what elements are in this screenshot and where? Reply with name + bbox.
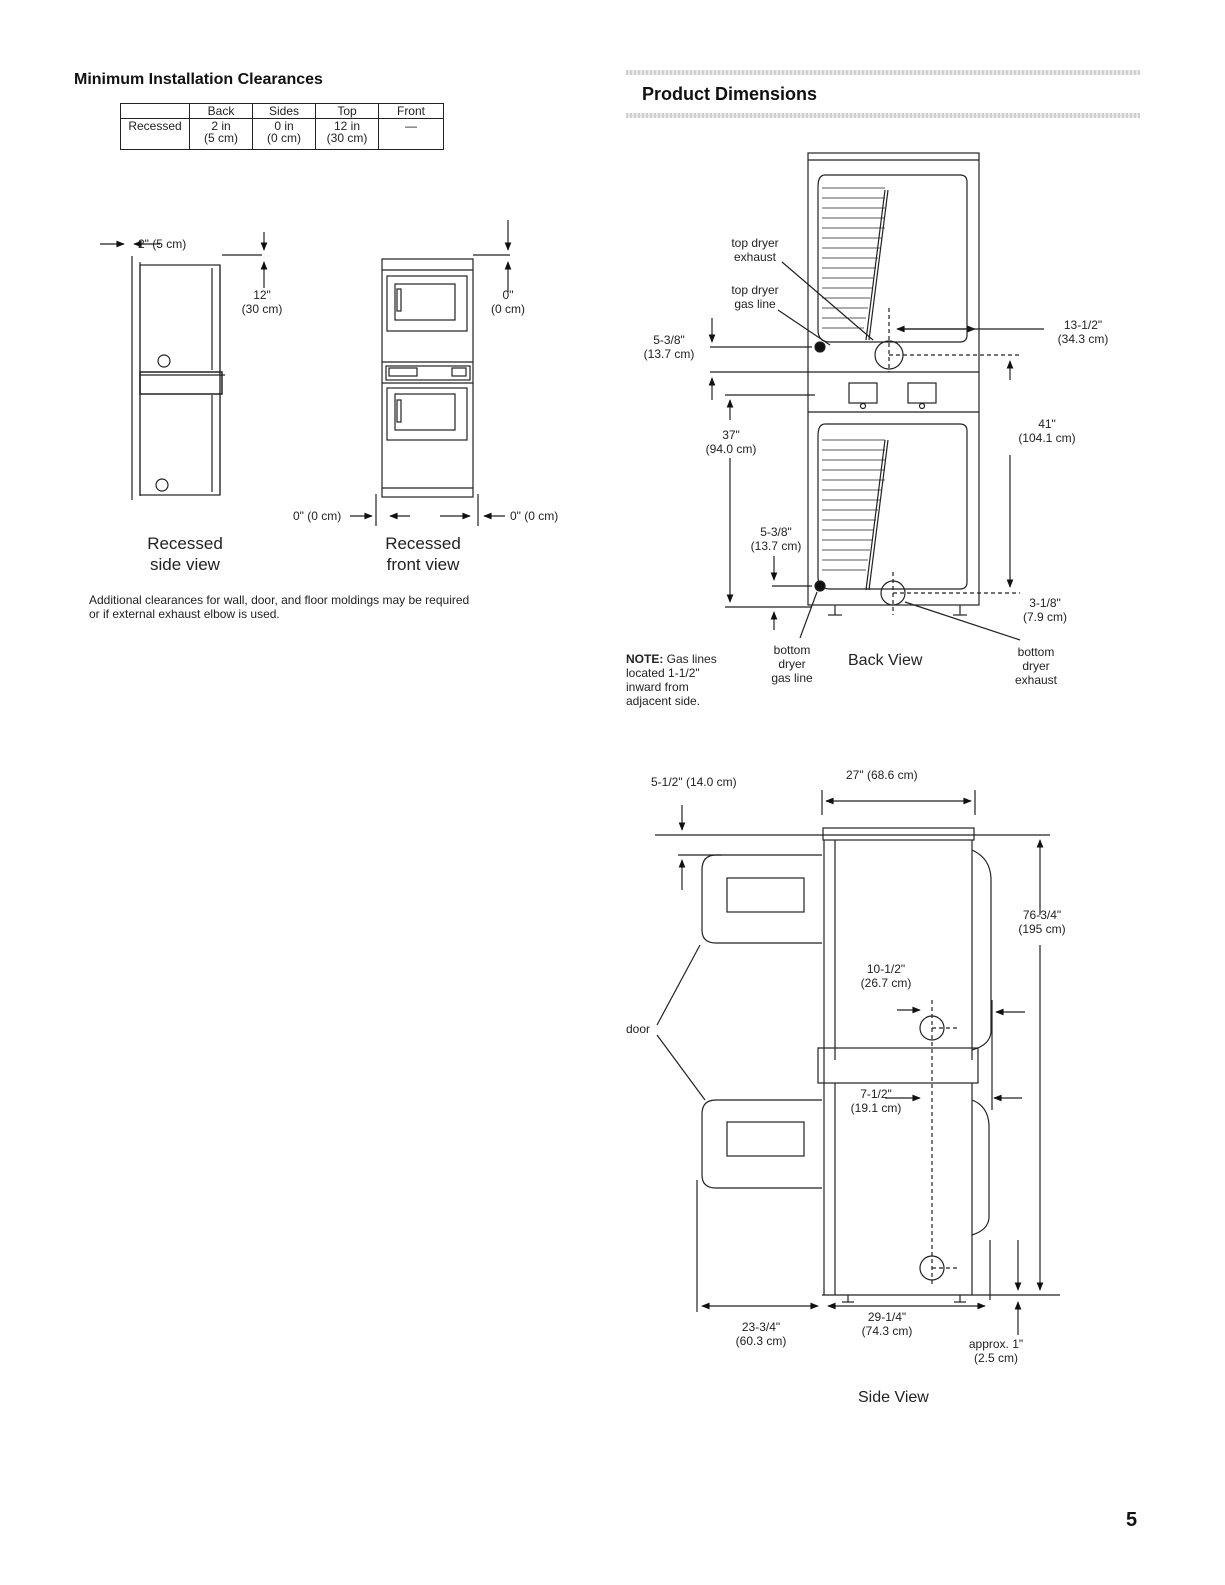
table-row-label: Recessed (121, 119, 190, 150)
top-dryer-exhaust-label: top dryer exhaust (731, 236, 779, 264)
back-bottom-offset-label: 5-3/8" (13.7 cm) (750, 525, 802, 553)
title-rule-top (626, 70, 1140, 75)
side-view-drawing (655, 790, 1060, 1335)
table-cell-top: 12 in (30 cm) (316, 119, 379, 150)
table-cell-front: — (379, 119, 444, 150)
table-header-front: Front (379, 104, 444, 119)
side-view-caption: Recessed side view (147, 534, 223, 574)
front-left-gap-label: 0" (0 cm) (293, 509, 342, 523)
side-view-caption: Side View (858, 1389, 929, 1406)
table-cell-sides: 0 in (0 cm) (253, 119, 316, 150)
door-label: door (626, 1022, 651, 1036)
front-view-caption: Recessed front view (385, 534, 461, 574)
back-view-drawing (710, 153, 1044, 640)
bottom-exhaust-label: 7-1/2" (19.1 cm) (850, 1087, 902, 1115)
back-gas-height-label: 37" (94.0 cm) (705, 428, 757, 456)
table-header-top: Top (316, 104, 379, 119)
depth-label: 29-1/4" (74.3 cm) (861, 1310, 913, 1338)
clearances-note: Additional clearances for wall, door, and floor moldings may be required or if external exhaust elbow is used. (89, 593, 470, 621)
front-top-gap-label: 0" (0 cm) (491, 288, 525, 316)
back-view-caption: Back View (848, 652, 923, 669)
table-header-back: Back (190, 104, 253, 119)
clearances-title: Minimum Installation Clearances (74, 71, 323, 88)
back-side-offset-label: 13-1/2" (34.3 cm) (1057, 318, 1109, 346)
front-right-gap-label: 0" (0 cm) (510, 509, 559, 523)
door-top-label: 5-1/2" (14.0 cm) (651, 775, 737, 789)
back-bottom-exhaust-height-label: 3-1/8" (7.9 cm) (1022, 596, 1067, 624)
top-dryer-gas-line-label: top dryer gas line (731, 283, 779, 311)
back-exhaust-height-label: 41" (104.1 cm) (1018, 417, 1076, 445)
door-depth-label: 23-3/4" (60.3 cm) (735, 1320, 787, 1348)
side-top-gap-label: 12" (30 cm) (241, 288, 283, 316)
top-exhaust-label: 10-1/2" (26.7 cm) (860, 962, 912, 990)
bottom-dryer-gas-line-label: bottom dryer gas line (771, 643, 813, 685)
side-back-gap-label: 2" (5 cm) (138, 237, 187, 251)
feet-label: approx. 1" (2.5 cm) (968, 1337, 1024, 1365)
page-number: 5 (1126, 1509, 1138, 1531)
recessed-front-view-drawing (350, 220, 510, 526)
table-cell-back: 2 in (5 cm) (190, 119, 253, 150)
width-label: 27" (68.6 cm) (846, 768, 918, 782)
recessed-side-view-drawing (100, 232, 264, 500)
dimensions-title: Product Dimensions (642, 84, 818, 104)
height-label: 76-3/4" (195 cm) (1018, 908, 1066, 936)
title-rule-bottom (626, 113, 1140, 118)
table-header-sides: Sides (253, 104, 316, 119)
back-top-offset-label: 5-3/8" (13.7 cm) (643, 333, 695, 361)
bottom-dryer-exhaust-label: bottom dryer exhaust (1014, 645, 1058, 687)
gas-line-note: NOTE: Gas lines located 1-1/2" inward from adjacent side. (626, 652, 717, 708)
